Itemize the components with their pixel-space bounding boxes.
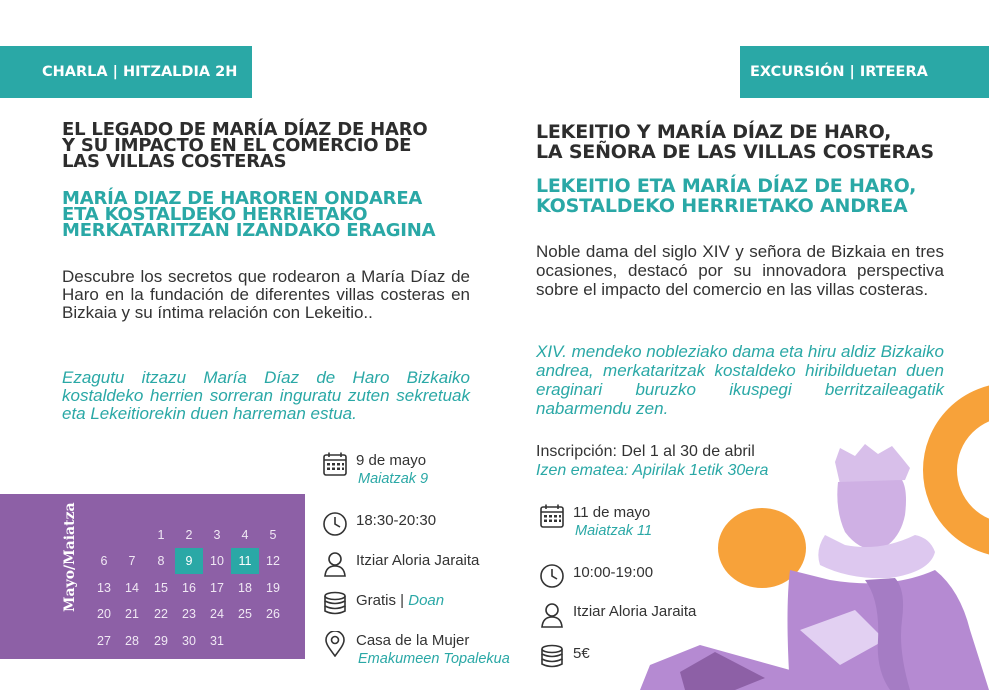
- price-text: Gratis: [356, 592, 397, 609]
- description-eu-left: Ezagutu itzazu María Díaz de Haro Bizkaiko kostaldeko herrien sorreran inguratu zuten sekretuak eta Lekeitiorekin duen harreman estua.: [62, 368, 470, 423]
- coins-icon: [322, 591, 348, 617]
- calendar-day: 22: [154, 607, 168, 621]
- inscription-text: Inscripción: Del 1 al 30 de abril: [536, 443, 755, 460]
- location-text: Casa de la Mujer: [356, 632, 470, 649]
- title-line: MARÍA DIAZ DE HAROREN ONDAREA: [62, 188, 423, 209]
- calendar-day: 2: [185, 528, 193, 542]
- calendar-day: 28: [125, 634, 139, 648]
- calendar-day: 14: [125, 581, 139, 595]
- detail-price-right: [539, 644, 590, 670]
- clock-icon: [539, 563, 565, 589]
- title-line: LEKEITIO ETA MARÍA DÍAZ DE HARO,: [536, 175, 917, 197]
- event-type-tag-left: [0, 46, 252, 98]
- calendar-day: 5: [269, 528, 277, 542]
- title-line: LEKEITIO Y MARÍA DÍAZ DE HARO,: [536, 121, 892, 143]
- calendar-day: 9: [175, 548, 203, 574]
- date-text-eu: Maiatzak 9: [358, 471, 429, 487]
- date-text: 9 de mayo: [356, 452, 427, 469]
- calendar-icon: [322, 451, 348, 477]
- calendar-day: 21: [125, 607, 139, 621]
- description-eu-right: XIV. mendeko nobleziako dama eta hiru aldiz Bizkaiko andrea, merkataritzak kostaldeko hiribilduetan duen eraginari buruzko ikuspegi berritzaileagatik nabarmendu zen.: [536, 342, 944, 418]
- calendar-day: 10: [210, 554, 224, 568]
- inscription-info: [536, 442, 768, 480]
- calendar-day: 24: [210, 607, 224, 621]
- location-pin-icon: [322, 631, 348, 657]
- inscription-text-eu: Izen ematea: Apirilak 1etik 30era: [536, 462, 769, 479]
- event-type-tag-right: [740, 46, 989, 98]
- calendar-icon: [539, 503, 565, 529]
- event-type-label: EXCURSIÓN | IRTEERA: [750, 64, 928, 80]
- calendar-day: 13: [97, 581, 111, 595]
- price-text-eu: Doan: [408, 592, 445, 609]
- person-icon: [539, 602, 565, 628]
- event-title-es-right: [536, 122, 934, 162]
- calendar-day: 7: [128, 554, 136, 568]
- calendar-day: 17: [210, 581, 224, 595]
- time-text: 18:30-20:30: [356, 512, 437, 529]
- title-line: LAS VILLAS COSTERAS: [62, 151, 287, 172]
- title-line: KOSTALDEKO HERRIETAKO ANDREA: [536, 195, 908, 217]
- price-text: 5€: [573, 645, 590, 662]
- title-line: ETA KOSTALDEKO HERRIETAKO: [62, 204, 368, 225]
- detail-time-right: [539, 563, 653, 589]
- location-text-eu: Emakumeen Topalekua: [358, 651, 510, 667]
- title-line: MERKATARITZAN IZANDAKO ERAGINA: [62, 220, 436, 241]
- calendar-day: 19: [266, 581, 280, 595]
- event-title-es-left: [62, 119, 428, 172]
- calendar-day: 11: [231, 548, 259, 574]
- event-title-eu-right: [536, 176, 916, 216]
- time-text: 10:00-19:00: [573, 564, 654, 581]
- detail-person-left: [322, 551, 479, 577]
- calendar-day: 18: [238, 581, 252, 595]
- calendar-day: 26: [266, 607, 280, 621]
- date-text: 11 de mayo: [573, 504, 651, 521]
- person-icon: [322, 551, 348, 577]
- calendar-day: 29: [154, 634, 168, 648]
- title-line: LA SEÑORA DE LAS VILLAS COSTERAS: [536, 141, 934, 163]
- detail-date-right: [539, 503, 652, 541]
- detail-price-left: [322, 591, 444, 617]
- calendar-day: 4: [241, 528, 249, 542]
- speaker-text: Itziar Aloria Jaraita: [356, 552, 480, 569]
- detail-time-left: [322, 511, 436, 537]
- event-type-label: CHARLA | HITZALDIA 2H: [42, 64, 238, 80]
- calendar-day: 23: [182, 607, 196, 621]
- event-title-eu-left: [62, 188, 436, 241]
- calendar-day: 3: [213, 528, 221, 542]
- calendar-day: 30: [182, 634, 196, 648]
- date-text-eu: Maiatzak 11: [575, 523, 653, 539]
- title-line: EL LEGADO DE MARÍA DÍAZ DE HARO: [62, 119, 428, 140]
- calendar-day: 20: [97, 607, 111, 621]
- description-es-left: Descubre los secretos que rodearon a María Díaz de Haro en la fundación de diferentes villas costeras en Bizkaia y su íntima relación con Lekeitio..: [62, 267, 470, 322]
- coins-icon: [539, 644, 565, 670]
- calendar-day: 31: [210, 634, 224, 648]
- calendar-day: 6: [100, 554, 108, 568]
- calendar-day: 25: [238, 607, 252, 621]
- calendar-day: 8: [157, 554, 165, 568]
- price-separator: |: [396, 592, 409, 609]
- calendar-day: 16: [182, 581, 196, 595]
- calendar-day: 12: [266, 554, 280, 568]
- description-es-right: Noble dama del siglo XIV y señora de Bizkaia en tres ocasiones, destacó por su innovadora perspectiva sobre el impacto del comercio en las villas costeras.: [536, 242, 944, 299]
- detail-date-left: [322, 451, 428, 489]
- detail-location-left: [322, 631, 510, 669]
- calendar-month-label: Mayo/Maiatza: [62, 502, 78, 612]
- calendar-day: 1: [157, 528, 165, 542]
- detail-person-right: [539, 602, 696, 628]
- guide-text: Itziar Aloria Jaraita: [573, 603, 697, 620]
- title-line: Y SU IMPACTO EN EL COMERCIO DE: [62, 135, 412, 156]
- calendar-day: 15: [154, 581, 168, 595]
- clock-icon: [322, 511, 348, 537]
- calendar-day: 27: [97, 634, 111, 648]
